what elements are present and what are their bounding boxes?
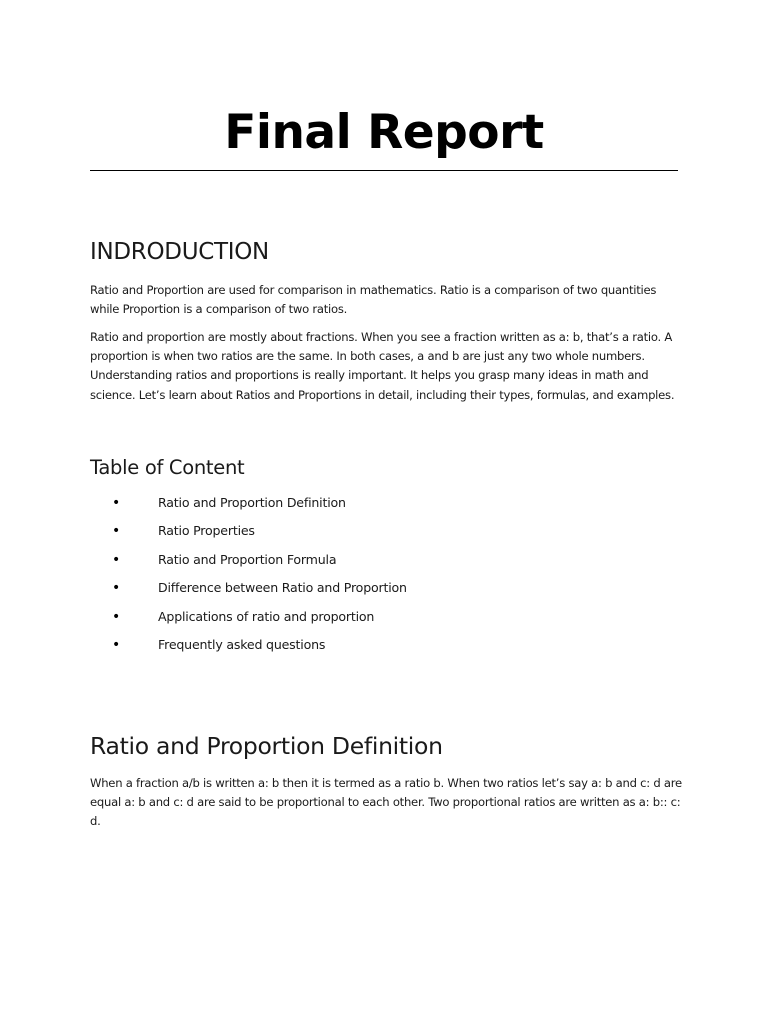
toc-item-label: Applications of ratio and proportion	[158, 608, 375, 624]
list-item	[90, 550, 678, 578]
introduction-paragraph-1: Ratio and Proportion are used for comparison in mathematics. Ratio is a comparison of two quantities while Proportion is a comparison of two ratios.	[90, 283, 657, 317]
definition-paragraph-1: When a fraction a/b is written a: b then it is termed as a ratio b. When two ratios let’s say a: b and c: d are equal a: b and c: d are said to be proportional to each other. Two proportional ratios are written as a: b:: c: d.	[90, 776, 682, 829]
list-item	[90, 521, 678, 549]
toc-item-label: Ratio and Proportion Definition	[158, 495, 346, 510]
bullet-icon: •	[112, 495, 121, 511]
section-heading-introduction: INDRODUCTION	[90, 239, 269, 265]
bullet-icon: •	[112, 608, 121, 625]
list-item	[90, 493, 678, 521]
bullet-icon: •	[112, 523, 121, 540]
list-item	[90, 635, 678, 663]
list-item	[90, 578, 678, 606]
section-heading-table-of-content: Table of Content	[90, 456, 245, 479]
toc-item-label: Frequently asked questions	[158, 636, 326, 652]
introduction-paragraph-2: Ratio and proportion are mostly about fractions. When you see a fraction written as a: b, that’s a ratio. A proportion is when two ratios are the same. In both cases, a and b are just any two whole numbers. Understanding ratios and proportions is really important. It helps you grasp many ideas in math and science. Let’s learn about Ratios and Proportions in detail, including their types, formulas, and examples.	[90, 330, 675, 402]
toc-item-label: Ratio Properties	[158, 523, 255, 539]
table-of-content-list	[90, 493, 678, 663]
section-heading-ratio-proportion-definition: Ratio and Proportion Definition	[90, 732, 443, 760]
toc-item-label: Ratio and Proportion Formula	[158, 551, 337, 567]
toc-item-label: Difference between Ratio and Proportion	[158, 580, 407, 596]
bullet-icon: •	[112, 551, 121, 568]
bullet-icon: •	[112, 636, 121, 653]
list-item	[90, 607, 678, 635]
document-title: Final Report	[224, 105, 544, 160]
title-divider	[90, 170, 678, 171]
bullet-icon: •	[112, 580, 121, 597]
